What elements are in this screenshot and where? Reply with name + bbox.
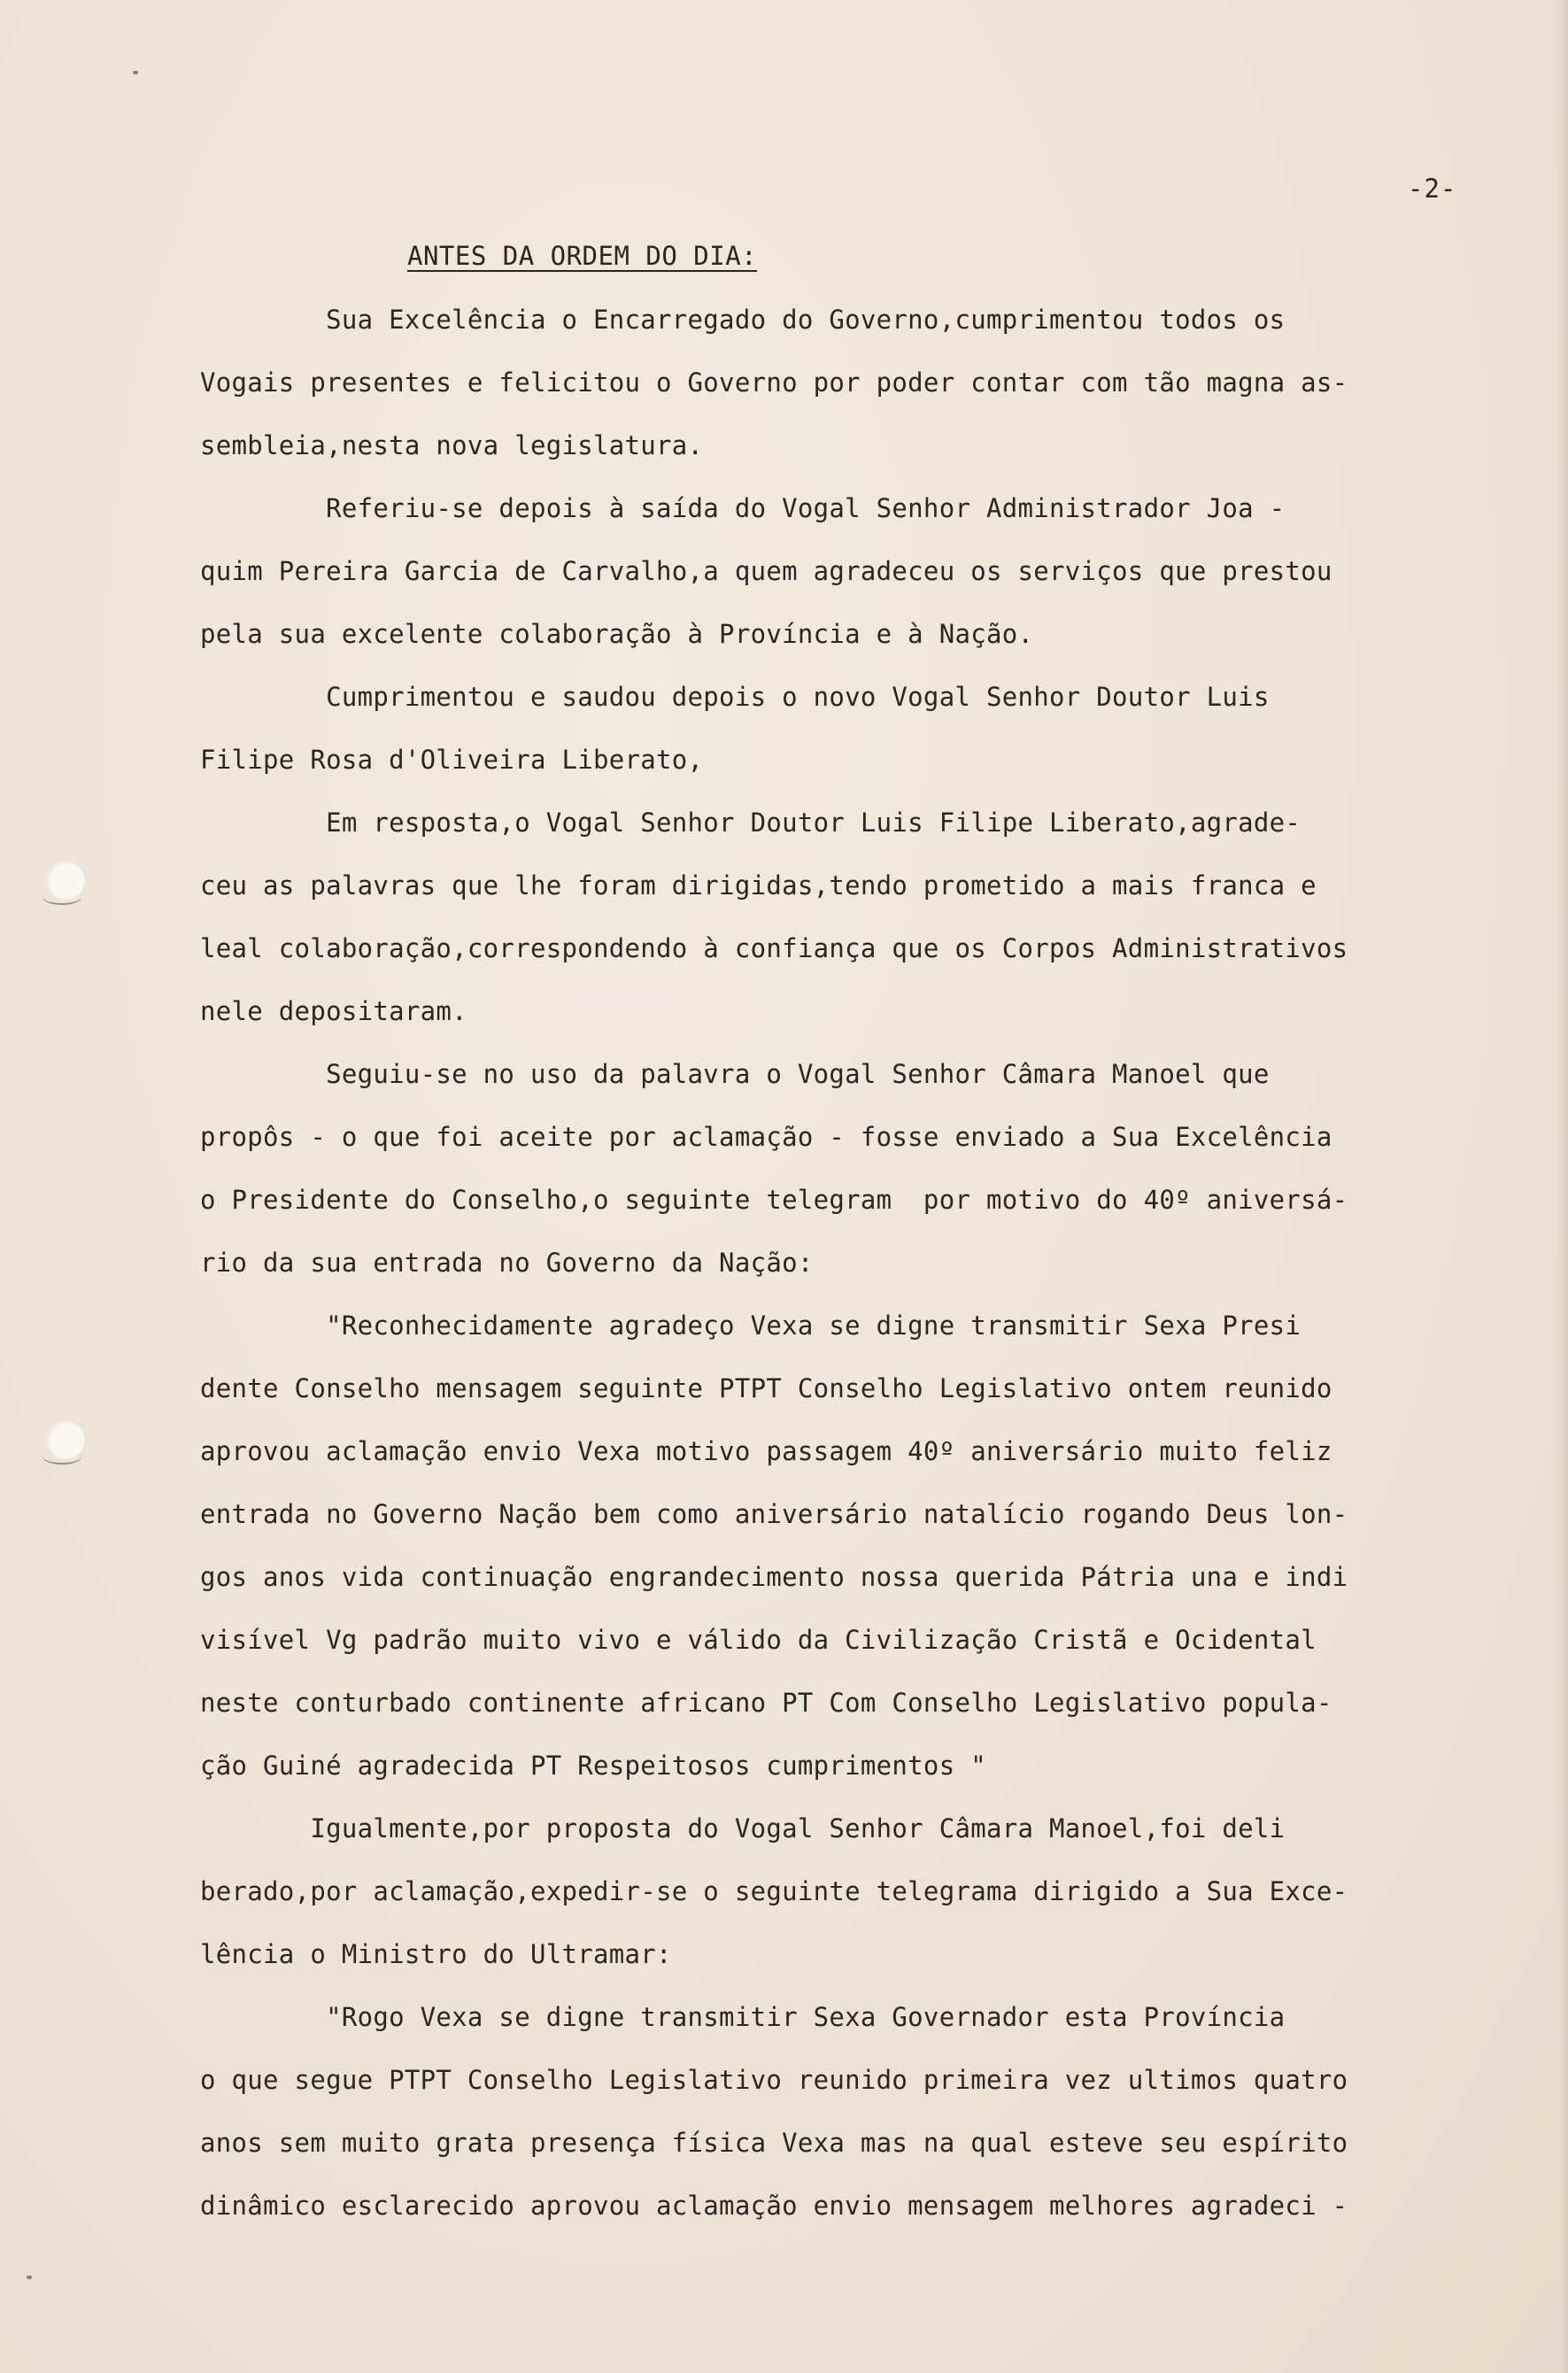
text-line: leal colaboração,correspondendo à confiança que os Corpos Administrativos <box>200 933 1348 963</box>
text-line: propôs - o que foi aceite por aclamação - fosse enviado a Sua Excelência <box>200 1122 1332 1152</box>
text-line: berado,por aclamação,expedir-se o seguinte telegrama dirigido a Sua Exce- <box>200 1876 1348 1906</box>
text-line: anos sem muito grata presença física Vexa mas na qual esteve seu espírito <box>200 2128 1348 2158</box>
text-line: o que segue PTPT Conselho Legislativo reunido primeira vez ultimos quatro <box>200 2065 1348 2095</box>
text-line: neste conturbado continente africano PT Com Conselho Legislativo popula- <box>200 1688 1332 1718</box>
text-line: quim Pereira Garcia de Carvalho,a quem agradeceu os serviços que prestou <box>200 556 1332 586</box>
text-line: visível Vg padrão muito vivo e válido da Civilização Cristã e Ocidental <box>200 1625 1317 1655</box>
text-line: sembleia,nesta nova legislatura. <box>200 430 704 460</box>
text-line: ção Guiné agradecida PT Respeitosos cumprimentos " <box>200 1751 986 1781</box>
text-line: nele depositaram. <box>200 996 467 1026</box>
text-line: dinâmico esclarecido aprovou aclamação envio mensagem melhores agradeci - <box>200 2191 1348 2221</box>
text-line: Sua Excelência o Encarregado do Governo,cumprimentou todos os <box>200 305 1286 335</box>
text-line: Seguiu-se no uso da palavra o Vogal Senhor Câmara Manoel que <box>200 1059 1270 1089</box>
text-line: Cumprimentou e saudou depois o novo Vogal Senhor Doutor Luis <box>200 682 1270 712</box>
punch-hole <box>46 1420 85 1459</box>
section-heading: ANTES DA ORDEM DO DIA: <box>407 241 758 271</box>
paper-edge <box>1557 0 1568 2373</box>
punch-hole <box>46 861 85 900</box>
text-line: Vogais presentes e felicitou o Governo por poder contar com tão magna as- <box>200 367 1348 398</box>
text-line: pela sua excelente colaboração à Província e à Nação. <box>200 619 1034 649</box>
text-line: ceu as palavras que lhe foram dirigidas,tendo prometido a mais franca e <box>200 870 1317 901</box>
text-line: dente Conselho mensagem seguinte PTPT Conselho Legislativo ontem reunido <box>200 1373 1332 1403</box>
paper-speck <box>133 71 138 74</box>
text-line: gos anos vida continuação engrandecimento nossa querida Pátria una e indi <box>200 1562 1348 1592</box>
text-line: Filipe Rosa d'Oliveira Liberato, <box>200 745 704 775</box>
page-number: -2- <box>1408 174 1457 204</box>
text-line: aprovou aclamação envio Vexa motivo passagem 40º aniversário muito feliz <box>200 1436 1332 1466</box>
text-line: Referiu-se depois à saída do Vogal Senhor Administrador Joa - <box>200 493 1286 523</box>
text-line: "Rogo Vexa se digne transmitir Sexa Governador esta Província <box>200 2002 1286 2032</box>
text-line: Em resposta,o Vogal Senhor Doutor Luis Filipe Liberato,agrade- <box>200 808 1302 838</box>
body-text <box>200 297 1475 2245</box>
text-line: entrada no Governo Nação bem como aniversário natalício rogando Deus lon- <box>200 1499 1348 1529</box>
paper-speck <box>27 2276 32 2279</box>
text-line: Igualmente,por proposta do Vogal Senhor Câmara Manoel,foi deli <box>200 1813 1286 1844</box>
text-line: "Reconhecidamente agradeço Vexa se digne transmitir Sexa Presi <box>200 1310 1302 1341</box>
text-line: lência o Ministro do Ultramar: <box>200 1939 672 1969</box>
text-line: rio da sua entrada no Governo da Nação: <box>200 1248 814 1278</box>
text-line: o Presidente do Conselho,o seguinte telegram por motivo do 40º aniversá- <box>200 1185 1348 1215</box>
